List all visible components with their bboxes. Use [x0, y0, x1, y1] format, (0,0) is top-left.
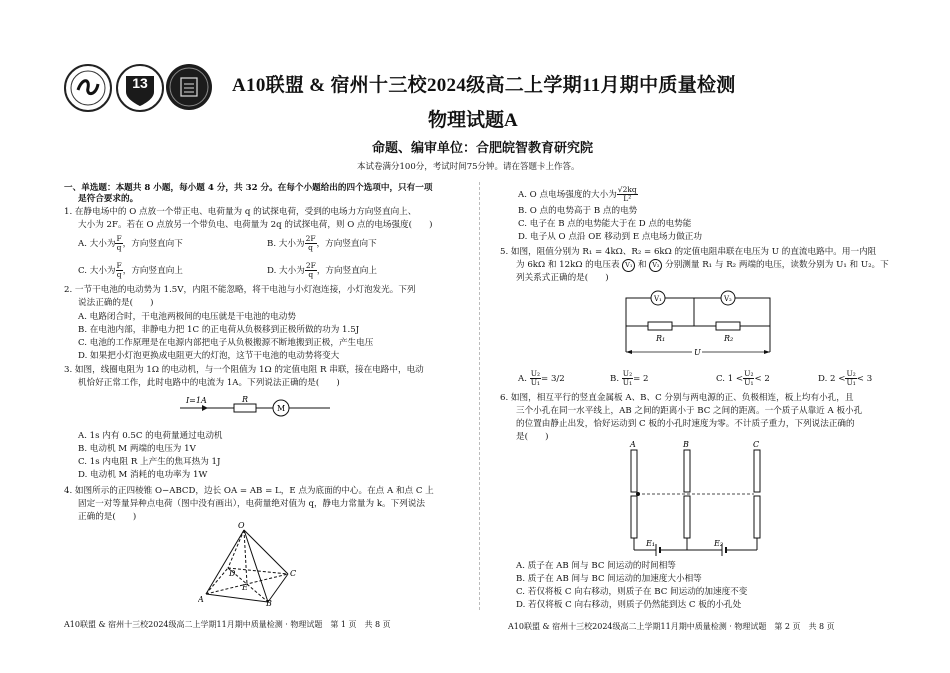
q2-option-a: A. 电路闭合时，干电池两极间的电压就是干电池的电动势: [78, 312, 296, 322]
section-heading-cont: 是符合要求的。: [78, 194, 139, 204]
editor-line: 命题、编审单位：合肥皖智教育研究院: [372, 140, 594, 155]
v2-label: V₂: [724, 295, 732, 303]
r1-label: R₁: [656, 334, 666, 343]
q2-stem-2: 说法正确的是( ): [78, 298, 154, 308]
anhui-smart-logo: [166, 64, 212, 110]
e2-label: E₂: [714, 539, 724, 548]
q2-option-b: B. 在电池内部，非静电力把 1C 的正电荷从负极移到正极所做的功为 1.5J: [78, 325, 360, 335]
plate-b-bottom: [684, 496, 690, 538]
q5-option-a: A. $\frac{\text{U₂}}{\text{U₁}}$ = 3/2: [518, 369, 565, 387]
q1-option-a: A. 大小为 $\frac{F}{q}$ ，方向竖直向下: [78, 234, 183, 252]
q2-stem-1: 2. 一节干电池的电动势为 1.5V，内阻不能忽略，将干电池与小灯泡连接，小灯泡发光。下列: [64, 285, 416, 295]
voltmeter-v1-icon: V₁: [622, 259, 635, 272]
right-footer: A10联盟 & 宿州十三校2024级高二上学期11月期中质量检测 · 物理试题 第 2 页 共 8 页: [508, 622, 835, 631]
vertex-c: C: [290, 569, 297, 578]
q6-option-d: D. 若仅将板 C 向右移动，则质子仍然能到达 C 板的小孔处: [516, 600, 742, 610]
number-13-logo: [116, 64, 164, 112]
q6-option-b: B. 质子在 AB 间与 BC 间运动的加速度大小相等: [516, 574, 702, 584]
proton-dot: [636, 492, 640, 496]
subject-title: 物理试题A: [428, 110, 518, 131]
q2-option-c: C. 电池的工作原理是在电源内部把电子从负极搬源不断地搬到正极，产生电压: [78, 338, 374, 348]
q5-option-d: D. 2 < $\frac{\text{U₂}}{\text{U₁}}$ < 3: [818, 369, 873, 387]
q4-stem-3: 正确的是( ): [78, 512, 137, 522]
q5-option-c: C. 1 < $\frac{\text{U₂}}{\text{U₁}}$ < 2: [716, 369, 770, 387]
left-footer: A10联盟 & 宿州十三校2024级高二上学期11月期中质量检测 · 物理试题 第 1 页 共 8 页: [64, 620, 391, 629]
q5-stem-2: 为 6kΩ 和 12kΩ 的电压表 V₁ 和 V₂ 分别测量 R₁ 与 R₂ 两端的电压，读数分别为 U₁ 和 U₂。下: [516, 260, 889, 270]
q3-option-a: A. 1s 内有 0.5C 的电荷量通过电动机: [78, 431, 223, 441]
q6-stem-2: 三个小孔在同一水平线上，AB 之间的距离小于 BC 之间的距离。一个质子从靠近 A 板小孔: [516, 406, 863, 416]
plate-a-bottom: [631, 496, 637, 538]
q4-option-b: B. O 点的电势高于 B 点的电势: [518, 206, 638, 216]
q3-circuit-figure: [180, 394, 330, 422]
q4-option-c: C. 电子在 B 点的电势能大于在 D 点的电势能: [518, 219, 692, 229]
motor-label: M: [277, 404, 286, 413]
q6-stem-1: 6. 如图，相互平行的竖直金属板 A、B、C 分别与两电源的正、负极相连，板上均有小孔，且: [500, 393, 854, 403]
voltmeter-v2-icon: V₂: [649, 259, 662, 272]
resistor-r2: [716, 322, 740, 330]
school-logo: [64, 64, 112, 112]
plate-a-top: [631, 450, 637, 492]
vertex-b: B: [266, 599, 272, 606]
q4-pyramid-figure: [198, 520, 302, 606]
q1-line-2: 大小为 2F。若在 O 点放另一个带负电、电荷量为 2q 的试探电荷，则 O 点的电场强度( ): [78, 220, 433, 230]
q5-circuit-figure: [618, 286, 778, 358]
q5-stem-3: 列关系式正确的是( ): [516, 273, 609, 283]
column-divider: [479, 182, 480, 610]
q5-option-b: B. $\frac{\text{U₂}}{\text{U₁}}$ = 2: [610, 369, 649, 387]
q1-line-1: 1. 在静电场中的 O 点放一个带正电、电荷量为 q 的试探电荷，受到的电场力方向竖直向上、: [64, 207, 417, 217]
q3-stem-2: 机恰好正常工作，此时电路中的电流为 1A。下列说法正确的是( ): [78, 378, 340, 388]
number-13-text: 13: [132, 75, 148, 91]
q4-stem-2: 固定一对等量异种点电荷（图中没有画出），电荷量绝对值为 q，静电力常量为 k。下列说法: [78, 499, 426, 509]
q4-option-a: A. O 点电场强度的大小为 $\frac{√2kq}{\text{L²}}$: [518, 185, 637, 203]
q2-option-d: D. 如果把小灯泡更换成电阻更大的灯泡，这节干电池的电动势将变大: [78, 351, 340, 361]
vertex-a: A: [198, 595, 204, 604]
q6-stem-3: 的位置由静止出发，恰好运动到 C 板的小孔时速度为零。不计质子重力，下列说法正确的: [516, 419, 855, 429]
q3-option-d: D. 电动机 M 消耗的电功率为 1W: [78, 470, 208, 480]
resistor-label: R: [242, 395, 249, 404]
q1-option-d: D. 大小为 $\frac{2F}{q}$ ，方向竖直向上: [267, 261, 377, 279]
q1-option-b: B. 大小为 $\frac{2F}{q}$ ，方向竖直向下: [267, 234, 377, 252]
resistor-r1: [648, 322, 672, 330]
q6-option-a: A. 质子在 AB 间与 BC 间运动的时间相等: [516, 561, 676, 571]
current-arrow-icon: [202, 405, 208, 411]
plate-b-top: [684, 450, 690, 492]
q4-stem-1: 4. 如图所示的正四棱锥 O−ABCD，边长 OA = AB = L，E 点为底面的中心。在点 A 和点 C 上: [64, 486, 434, 496]
q4-option-d: D. 电子从 O 点沿 OE 移动到 E 点电场力做正功: [518, 232, 702, 242]
v1-label: V₁: [654, 295, 662, 303]
school-logo-emblem: [66, 66, 110, 110]
plate-c-label: C: [753, 440, 760, 449]
q5-stem-1: 5. 如图，阻值分别为 R₁ = 4kΩ、R₂ = 6kΩ 的定值电阻串联在电压为 U 的直流电路中。用一内阻: [500, 247, 877, 257]
q3-option-b: B. 电动机 M 两端的电压为 1V: [78, 444, 196, 454]
resistor-r: [234, 404, 256, 412]
q3-stem-1: 3. 如图，线圈电阻为 1Ω 的电动机，与一个阻值为 1Ω 的定值电阻 R 串联，接在电路中，电动: [64, 365, 424, 375]
vertex-d: D: [229, 569, 236, 578]
r2-label: R₂: [724, 334, 734, 343]
q6-option-c: C. 若仅将板 C 向右移动，则质子在 BC 间运动的加速度不变: [516, 587, 748, 597]
q6-stem-4: 是( ): [516, 432, 549, 442]
exam-title: A10联盟 & 宿州十三校2024级高二上学期11月期中质量检测: [232, 75, 736, 96]
plate-a-label: A: [630, 440, 636, 449]
plate-c-bottom: [754, 496, 760, 538]
q3-option-c: C. 1s 内电阻 R 上产生的焦耳热为 1J: [78, 457, 221, 467]
q6-plates-figure: [622, 438, 772, 556]
u-label: U: [694, 348, 701, 357]
plate-b-label: B: [683, 440, 689, 449]
vertex-o: O: [238, 521, 245, 530]
plate-c-top: [754, 450, 760, 492]
e1-label: E₁: [646, 539, 656, 548]
exam-note: 本试卷满分100分，考试时间75分钟。请在答题卡上作答。: [357, 162, 580, 172]
center-e: E: [242, 583, 248, 592]
section-heading: 一、单选题：本题共 8 小题，每小题 4 分，共 32 分。在每个小题给出的四个选项中，只有一项: [64, 183, 433, 193]
q1-option-c: C. 大小为 $\frac{F}{q}$ ，方向竖直向上: [78, 261, 183, 279]
current-label: I=1A: [186, 396, 207, 405]
